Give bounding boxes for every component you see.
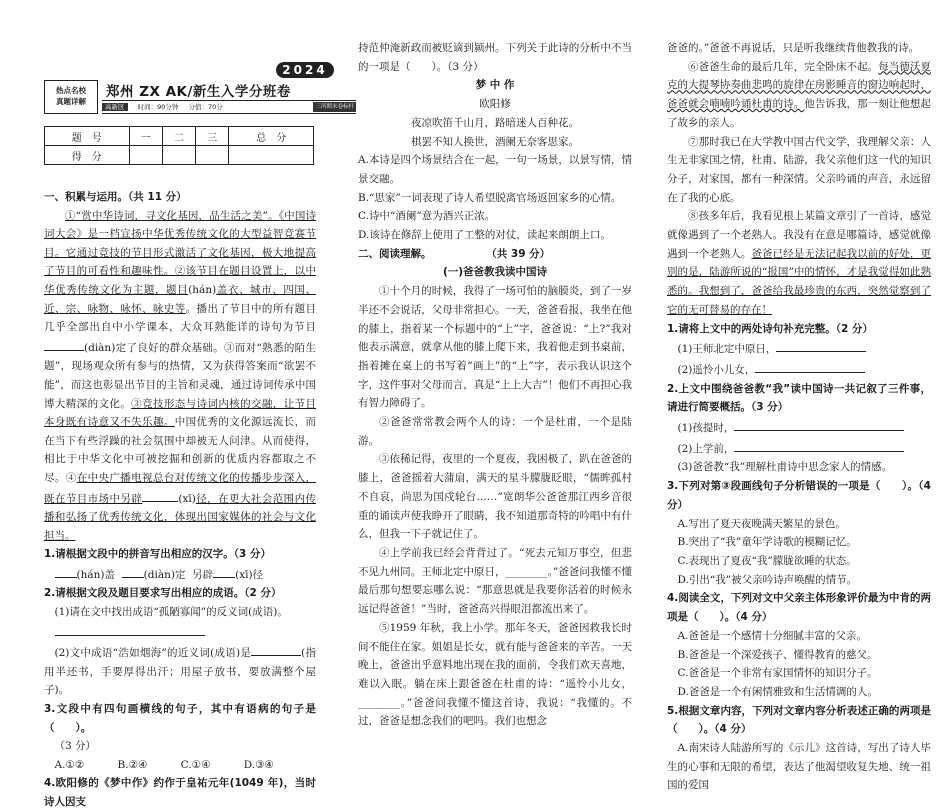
column-3 [667,39,931,795]
poem-author: 欧阳修 [479,98,511,111]
reading-para-1: ①十个月的时候，我得了一场可怕的脑膜炎，到了一岁半还不会说话，父母非常担心。一天，爸爸看报，我坐在他的膝上，指着某一个标题中的“上”字，爸爸说：“上?”我对他表示满意，就拿从他的膝上爬下来，我着他走到书桌前，指着摊在桌上的书写着“画上”的“上”字，表示我认识这个字，这件事对父母而言，真是“上上大吉”！他们不再担心我有智力障碍了。 [358,285,632,410]
option-c[interactable]: C.爸爸是一个非常有家国情怀的知识分子。 [677,667,878,680]
question-1-items: (hán)盖 (diàn)定 另辟 (xī)径 [44,564,316,585]
score-table-header-row [45,127,314,146]
option-a[interactable]: A.爸爸是一个感情十分细腻丰富的父亲。 [677,629,867,642]
option-d[interactable]: D.引出“我”被父亲吟诗声唤醒的情节。 [677,573,858,586]
question-2-1: (1)孩提时， [667,417,931,438]
question-1-1: (1)王师北定中原日， [667,338,931,359]
question-4-cont: 持范仲淹新政而被贬谪到颍州。下列关于此诗的分析中不当的一项是（ ）。（3 分） [358,42,632,73]
exam-title: 郑州 ZX AK/新生入学分班卷 [106,84,291,100]
question-2-2: (2)上学前， [667,438,931,459]
score-col-total: 总 分 [229,127,314,146]
score-col-1: 一 [129,127,162,146]
question-1-2: (2)遥怜小儿女， [667,359,931,380]
question-1: 1.请根据文段中的拼音写出相应的汉字。（3 分） [44,548,272,561]
column-1 [44,188,316,812]
answer-line[interactable] [734,417,904,431]
blank[interactable] [213,564,235,578]
option-c[interactable]: C.①④ [180,758,211,771]
blank[interactable] [55,564,77,578]
poem-line-2: 棋罢不知人换世，酒阑无奈客思家。 [411,135,579,148]
reading-para-8: ⑧孩多年后，我看见根上某篇文章引了一首诗，感觉就像遇到了一个老熟人。我没有在意是哪篇诗，感觉就像遇到一个老熟人。爸爸已经是无法记起我以前的好处，更别的是，陆游所说的“报国”中的情怀，才是我觉得如此熟悉的。我想到了，爸爸给我最珍贵的东西，突然觉察到了它的无可替易的存在！ [667,210,931,316]
score-cell[interactable] [162,146,195,165]
school-logo-box: 热点名校 真题详解 [44,80,98,114]
passage-1: ①“赏中华诗词，寻文化基因，品生活之美”。《中国诗词大会》是一档宣扬中华优秀传统文化的大型益智竞赛节目。它通过竞技的节目形式激活了文化基因，极大地提高了节目的可看性和趣味性。②该节目在题目设置上，以中华优秀传统文化为主题，题目(hán)盖衣、城市、四国、近、宗、咏物、咏怀、咏史等。播出了节目中的所有题目几乎全部出自中小学课本，大众耳熟能详的诗句为节目(diàn)定了良好的群众基础。③而对“熟悉的陌生题”，现场观众所有参与的热情，又为获得答案而“欲罢不能”，而这也彰显出节目的主旨和灵魂，通过诗词传承中国博大精深的文化。③竞技形态与诗词内核的交融，让节目本身既有诗意又不失乐趣。中国优秀的文化源远流长，而在当下有些浮躁的社会氛围中却被无人问津。从而使得，相比于中华文化中可被挖掘和创新的优质内容都取之不尽。④在中央广播电视总台对传统文化的传播步步深入，既在节目市场中另辟 (xī)径，在更大社会范围内传播和弘扬了优秀传统文化，体现出国家媒体的社会与文化担当。 [44,209,317,542]
option-a[interactable]: A.写出了夏天夜晚满天繁星的景色。 [677,517,846,530]
score-cell[interactable] [196,146,229,165]
score-col-label: 题 号 [45,127,130,146]
reading-title: (一)爸爸教我读中国诗 [442,266,548,279]
question-2-3: (3)爸爸教“我”理解杜甫诗中思念家人的情感。 [677,461,893,474]
reading-para-2: ②爸爸常常教会两个人的诗：一个是杜甫，一个是陆游。 [358,416,632,447]
score-row-label: 得 分 [45,146,130,165]
answer-line[interactable] [251,642,301,656]
question-3: 3.下列对第③段画线句子分析错误的一项是（ ）。（4 分） [667,480,931,511]
question-4: 4.欧阳修的《梦中作》约作于皇祐元年(1049 年)，当时诗人因支 [44,777,316,808]
score-col-2: 二 [162,127,195,146]
district-label: 高新区 [102,103,128,111]
option-c[interactable]: C.诗中“酒阑”意为酒兴正浓。 [358,210,496,223]
option-b[interactable]: B.突出了“我”童年学诗歌的模糊记忆。 [677,536,857,549]
blank[interactable] [122,564,144,578]
answer-line[interactable] [755,359,865,373]
exam-header [44,63,354,114]
exam-tag: 三所期末卷标杆 [315,104,354,110]
question-2-1: (1)请在文中找出成语“孤陋寡闻”的反义词(成语)。 [54,606,288,619]
reading-para-7: ⑦那时我已在大学教中国古代文学，我理解父亲：人生无非家国之情，杜甫、陆游，我父亲他们这一代的知识分子，对家国，都有一种深情。父亲吟诵的声音，永远留在了我的心底。 [667,135,931,204]
reading-para-5: ⑤1959 年秋，我上小学。那年冬天，爸爸因救我长时间不能住在家。姐姐是长女，就有能与爸爸来的辛苦。一天晚上，爸爸出乎意料地出现在我的面前，令我们欢天喜地，难以入眠。躺在床上跟爸爸在杜甫的诗：“遥怜小儿女，________。”爸爸问我懂不懂这首诗，我说：“我懂的。不过，爸爸是想念我们的吧吗。我们也想念 [358,621,632,728]
option-d[interactable]: D.爸爸是一个有闲情雅致和生活情调的人。 [677,685,878,698]
answer-line[interactable] [776,338,866,352]
question-3-options [44,756,274,775]
score-cell[interactable] [229,146,314,165]
reading-para-6: ⑥爸爸生命的最后几年，完全卧床不起。每当德沃夏克的大提琴协奏曲悲鸣的旋律在房影睡音的窗边响起时，爸爸就会喃喃吟诵杜甫的诗。他告诉我，那一刻让他想起了故乡的亲人。 [667,60,932,129]
column-2 [358,39,632,731]
option-a[interactable]: A.本诗是四个场景结合在一起，一句一场景，以景写情，情景交融。 [358,154,632,185]
score-cell[interactable] [129,146,162,165]
blank[interactable] [44,337,84,351]
score-col-3: 三 [196,127,229,146]
question-2: 2.上文中围绕爸爸教“我”读中国诗一共记叙了三件事，请进行简要概括。（3 分） [667,382,931,414]
reading-para-5-cont: 爸爸的。”爸爸不再说话，只是听我继续背他教我的诗。 [667,42,920,54]
option-d[interactable]: D.该诗在修辞上使用了工整的对仗，读起来朗朗上口。 [358,229,611,242]
option-b[interactable]: B.②④ [117,758,148,771]
option-a[interactable]: A.①② [54,758,85,771]
option-d[interactable]: D.③④ [243,758,274,771]
option-c[interactable]: C.表现出了夏夜“我”朦胧欲睡的状态。 [677,554,857,567]
question-3-score: （3 分） [54,740,97,753]
question-5: 5.根据文章内容，下列对文章内容分析表述正确的两项是（ ）。（4 分） [667,704,931,736]
exam-meta-bar [102,100,356,114]
reading-para-4: ④上学前我已经会背背过了。“死去元知万事空，但悲不见九州同。王师北定中原日，________。”爸爸问我懂不懂最后那句想要忘哪么说：“那意思就是我要你活着的时候永远记得爸爸！”当时，爸爸高兴得眼泪都流出来了。 [358,546,632,616]
score-table-score-row [45,146,314,165]
question-2-1-answer-line [44,622,316,643]
section-1-heading: 一、积累与运用。（共 11 分） [44,191,187,203]
question-2: 2.请根据文段及题目要求写出相应的成语。（2 分） [44,587,282,600]
year-badge: 2024 [276,62,334,78]
question-2-2: (2)文中成语“浩如烟海”的近义词(成语)是 (指用半还书，手要厚得出汗；用屋子放书，要放满整个屋子)。 [44,642,316,700]
score-label: 分值：70分 [188,103,223,111]
answer-line[interactable] [55,622,205,636]
answer-line[interactable] [734,438,904,452]
poem-line-1: 夜凉吹笛千山月，路暗迷人百种花。 [411,116,579,129]
reading-para-3: ③依稀记得，夜里的一个夏夜，我困极了，趴在爸爸的膝上，爸爸摇着大蒲扇，满天的星斗朦胧眨眼，“儒眸孤村不自哀，尚思为国戍轮台……”宽朗华公爸爸那江西乡音很重的诵读声使我睁开了眼睛，我不知道那奇特的吟唱中有什么，但我一下子就记住了。 [358,453,632,541]
time-label: 时间：90分钟 [137,103,179,111]
score-table [44,126,314,165]
option-a[interactable]: A.南宋诗人陆游所写的《示儿》这首诗，写出了诗人毕生的心事和无限的希望，表达了他渴望收复失地、统一祖国的爱国 [667,742,931,792]
option-b[interactable]: B.“思家”一词表现了诗人希望脱离官场返回家乡的心情。 [358,191,622,204]
question-3: 3.文段中有四句画横线的句子，其中有语病的句子是（ ）。 [44,703,316,734]
option-b[interactable]: B.爸爸是一个深爱孩子、懂得教育的慈父。 [677,648,878,661]
poem-title: 梦 中 作 [475,79,515,92]
section-2-heading: 二、阅读理解。 （共 39 分） [358,247,551,260]
question-1: 1.请将上文中的两处诗句补充完整。（2 分） [667,322,874,335]
question-4: 4.阅读全文，下列对文中父亲主体形象评价最为中肯的两项是（ ）。（4 分） [667,592,931,624]
blank[interactable] [142,488,178,502]
